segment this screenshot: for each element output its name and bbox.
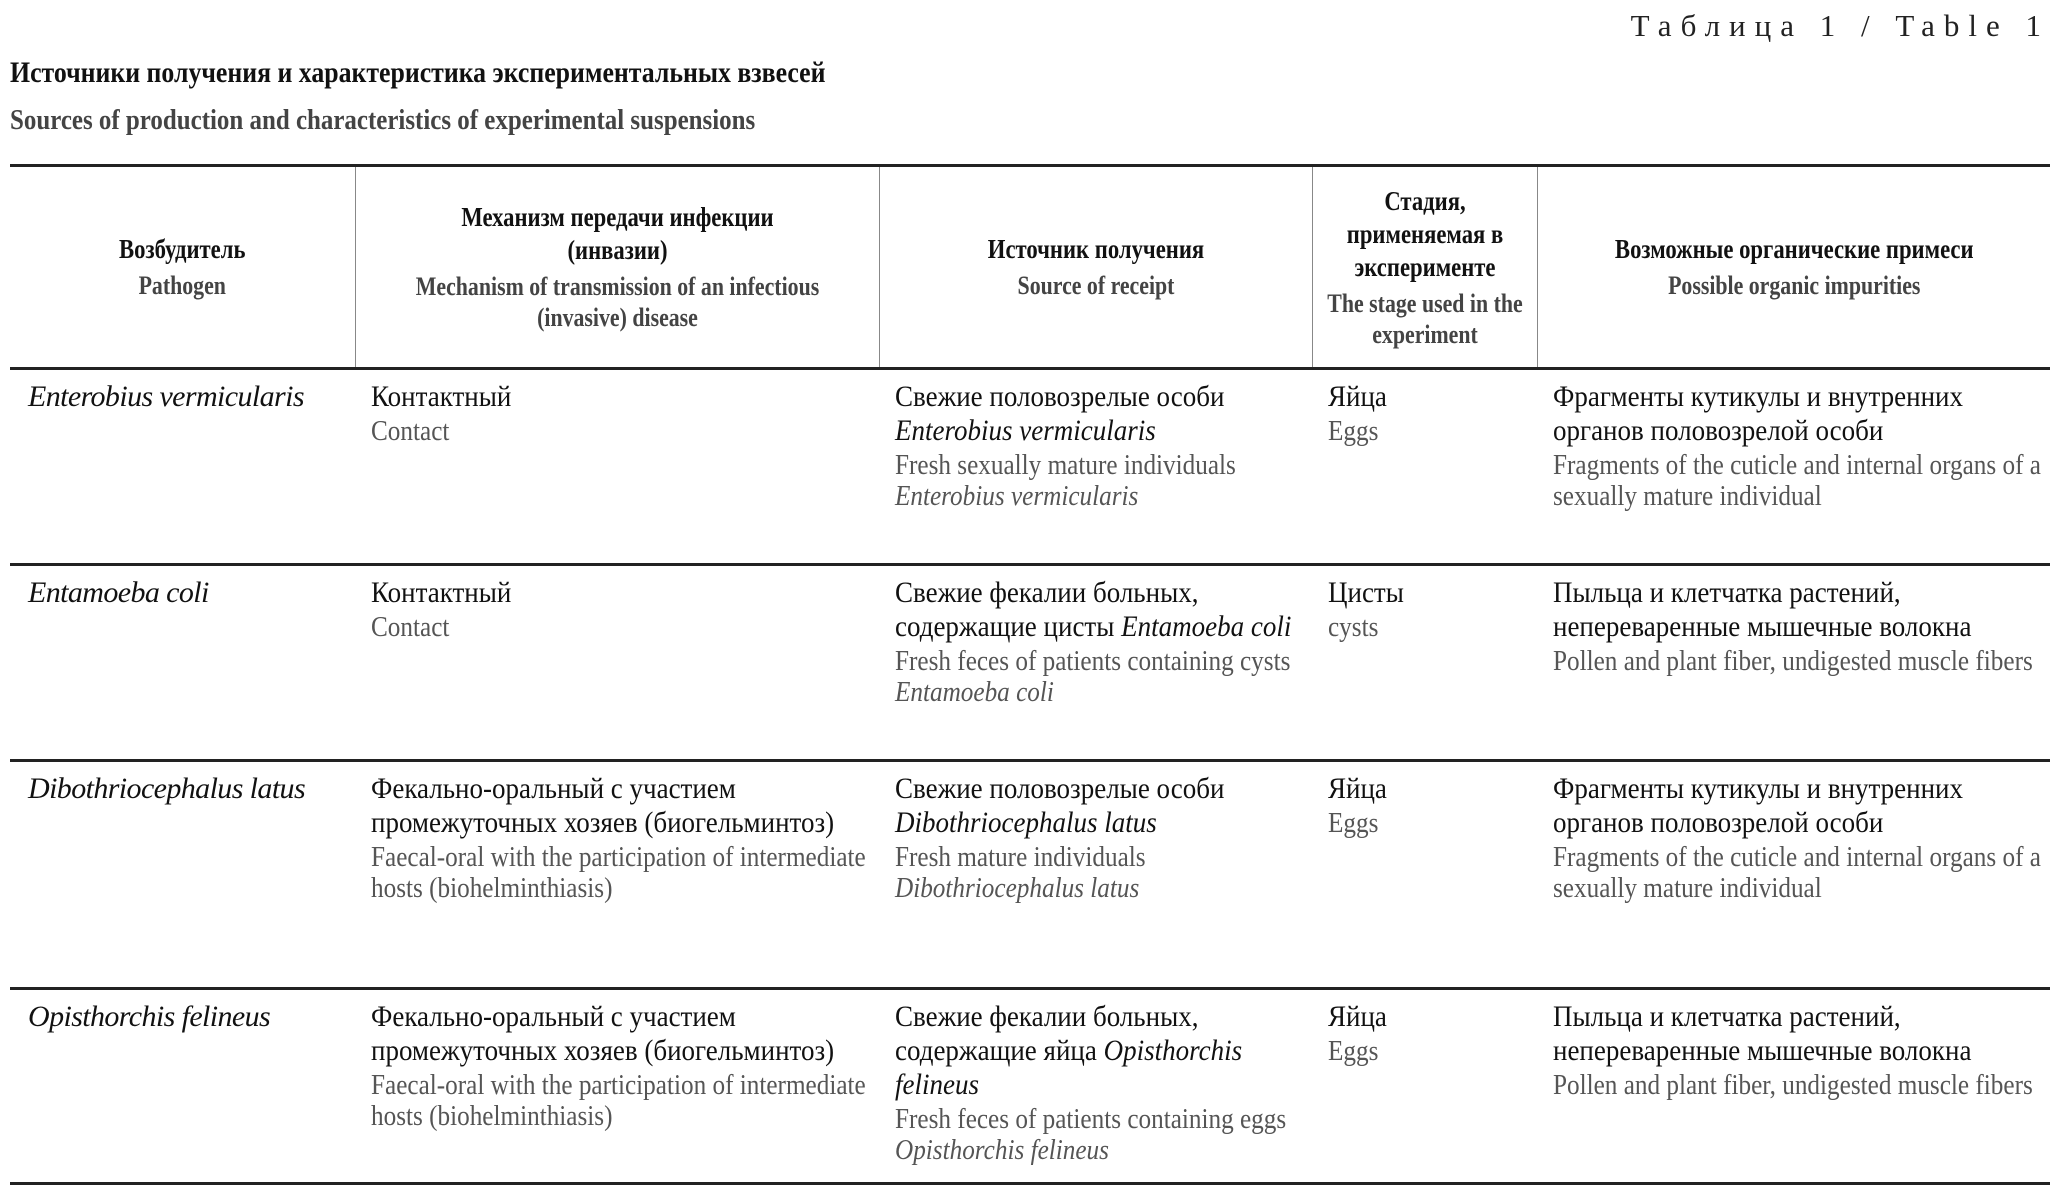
cell-pathogen (10, 989, 355, 1184)
source-ru (895, 576, 1304, 644)
cell-pathogen (10, 565, 355, 761)
source-ru-text: Свежие половозрелые особи (895, 772, 1225, 805)
mechanism-ru: Контактный (371, 576, 512, 609)
cell-mechanism (355, 369, 879, 565)
cell-stage (1312, 565, 1537, 761)
source-en (895, 842, 1304, 904)
cell-pathogen (10, 761, 355, 989)
impurities-ru: Пыльца и клетчатка растений, непереваренные мышечные волокна (1553, 1000, 1972, 1067)
column-header-en: Possible organic impurities (1667, 271, 1920, 300)
table-number-label: Таблица 1 / Table 1 (1630, 8, 2050, 43)
impurities-ru: Фрагменты кутикулы и внутренних органов половозрелой особи (1553, 380, 1964, 447)
source-en-text: Fresh mature individuals (895, 842, 1146, 873)
source-en (895, 646, 1304, 708)
column-header-pathogen (10, 166, 355, 369)
cell-source (879, 565, 1312, 761)
cell-stage (1312, 369, 1537, 565)
impurities-en: Pollen and plant fiber, undigested muscle fibers (1553, 646, 2033, 677)
column-header-source (879, 166, 1312, 369)
mechanism-ru: Фекально-оральный с участием промежуточных хозяев (биогельминтоз) (371, 1000, 835, 1067)
stage-en: Eggs (1328, 808, 1379, 839)
cell-source (879, 989, 1312, 1184)
cell-stage (1312, 989, 1537, 1184)
mechanism-ru: Контактный (371, 380, 512, 413)
source-en-species: Dibothriocephalus latus (895, 873, 1140, 904)
cell-mechanism (355, 565, 879, 761)
impurities-ru: Пыльца и клетчатка растений, непереваренные мышечные волокна (1553, 576, 1972, 643)
impurities-en: Pollen and plant fiber, undigested muscle fibers (1553, 1070, 2033, 1101)
cell-mechanism (355, 989, 879, 1184)
column-header-ru: Возбудитель (119, 234, 246, 264)
source-ru-species: Opisthorchis felineus (895, 1034, 1243, 1101)
cell-impurities (1537, 369, 2050, 565)
cell-mechanism (355, 761, 879, 989)
column-header-ru: Механизм передачи инфекции (инвазии) (460, 202, 774, 265)
table-row (10, 989, 2050, 1184)
table-row (10, 369, 2050, 565)
column-header-en: Pathogen (138, 271, 226, 300)
source-en (895, 1104, 1304, 1166)
cell-source (879, 761, 1312, 989)
column-header-mechanism (355, 166, 879, 369)
source-ru-species: Dibothriocephalus latus (895, 806, 1157, 839)
cell-impurities (1537, 565, 2050, 761)
source-en-species: Entamoeba coli (895, 677, 1054, 708)
source-en-species: Opisthorchis felineus (895, 1135, 1109, 1166)
column-header-ru: Стадия, применяемая в эксперименте (1346, 185, 1503, 282)
stage-ru: Яйца (1328, 772, 1387, 805)
column-header-stage (1312, 166, 1537, 369)
mechanism-en: Faecal-oral with the participation of intermediate hosts (biohelminthiasis) (371, 1070, 866, 1132)
source-en (895, 450, 1304, 512)
table-body (10, 369, 2050, 1184)
impurities-en: Fragments of the cuticle and internal organs of a sexually mature individual (1553, 450, 2041, 512)
table-row (10, 565, 2050, 761)
column-header-ru: Источник получения (987, 234, 1204, 264)
pathogen-name: Dibothriocephalus latus (28, 772, 306, 805)
source-ru-text: Свежие фекалии больных, содержащие яйца (895, 1000, 1199, 1067)
impurities-en: Fragments of the cuticle and internal organs of a sexually mature individual (1553, 842, 2041, 904)
cell-pathogen (10, 369, 355, 565)
stage-en: cysts (1328, 612, 1379, 643)
column-header-en: Source of receipt (1017, 271, 1174, 300)
table-title-russian: Источники получения и характеристика экспериментальных взвесей (10, 56, 826, 89)
source-ru-species: Entamoeba coli (1121, 610, 1292, 643)
pathogen-name: Enterobius vermicularis (28, 380, 304, 413)
source-ru (895, 1000, 1304, 1102)
source-en-text: Fresh feces of patients containing cysts (895, 646, 1291, 677)
mechanism-ru: Фекально-оральный с участием промежуточных хозяев (биогельминтоз) (371, 772, 835, 839)
header-row (10, 166, 2050, 369)
stage-ru: Цисты (1328, 576, 1404, 609)
table-title-english: Sources of production and characteristics of experimental suspensions (10, 104, 756, 136)
stage-en: Eggs (1328, 416, 1379, 447)
column-header-ru: Возможные органические примеси (1614, 234, 1974, 264)
column-header-impurities (1537, 166, 2050, 369)
pathogen-name: Opisthorchis felineus (28, 1000, 271, 1033)
stage-ru: Яйца (1328, 380, 1387, 413)
source-ru-text: Свежие половозрелые особи (895, 380, 1225, 413)
source-ru (895, 772, 1304, 840)
source-ru (895, 380, 1304, 448)
mechanism-en: Faecal-oral with the participation of intermediate hosts (biohelminthiasis) (371, 842, 866, 904)
mechanism-en: Contact (371, 612, 450, 643)
cell-stage (1312, 761, 1537, 989)
stage-en: Eggs (1328, 1036, 1379, 1067)
column-header-en: The stage used in the experiment (1326, 288, 1523, 349)
column-header-en: Mechanism of transmission of an infectious (invasive) disease (415, 272, 819, 332)
table-row (10, 761, 2050, 989)
mechanism-en: Contact (371, 416, 450, 447)
data-table (10, 164, 2050, 1185)
pathogen-name: Entamoeba coli (28, 576, 209, 609)
cell-impurities (1537, 761, 2050, 989)
cell-impurities (1537, 989, 2050, 1184)
source-en-species: Enterobius vermicularis (895, 481, 1139, 512)
source-ru-species: Enterobius vermicularis (895, 414, 1156, 447)
impurities-ru: Фрагменты кутикулы и внутренних органов половозрелой особи (1553, 772, 1964, 839)
source-en-text: Fresh feces of patients containing eggs (895, 1104, 1287, 1135)
table-header (10, 166, 2050, 369)
stage-ru: Яйца (1328, 1000, 1387, 1033)
source-ru-text: Свежие фекалии больных, содержащие цисты (895, 576, 1199, 643)
source-en-text: Fresh sexually mature individuals (895, 450, 1236, 481)
cell-source (879, 369, 1312, 565)
